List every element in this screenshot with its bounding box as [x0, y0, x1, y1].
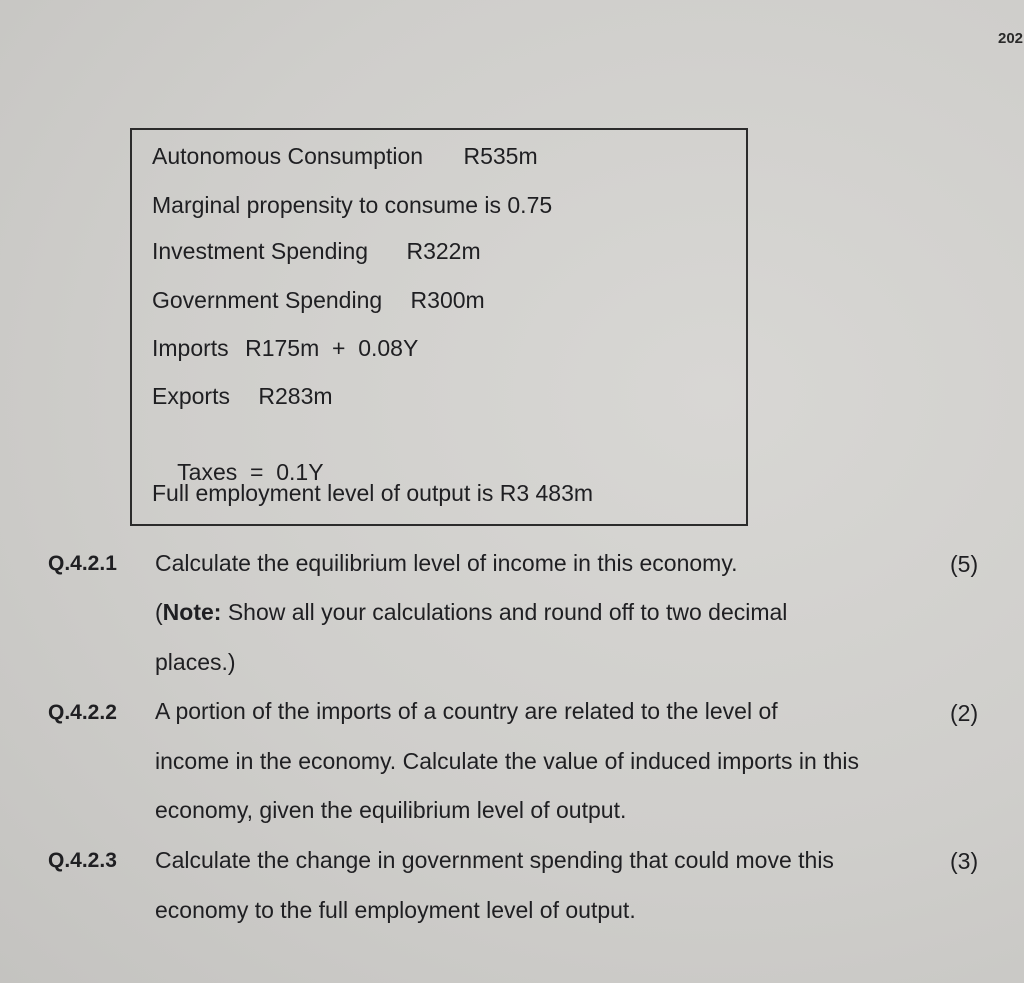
- line-label: Taxes = 0.1Y: [177, 459, 324, 485]
- question-text-line: economy, given the equilibrium level of output.: [155, 797, 627, 823]
- line-label: Imports: [152, 335, 229, 361]
- question-text-line: A portion of the imports of a country are related to the level of: [155, 698, 778, 724]
- autonomous-consumption-line: [152, 142, 538, 170]
- line-value: R175m + 0.08Y: [245, 335, 419, 361]
- line-value: R283m: [258, 383, 333, 409]
- line-value: R535m: [463, 143, 538, 169]
- question-number: Q.4.2.1: [48, 552, 117, 575]
- question-marks: (5): [950, 551, 979, 577]
- line-label: Full employment level of output is R3 483m: [152, 480, 594, 506]
- line-label: Marginal propensity to consume is 0.75: [152, 192, 553, 218]
- question-text-line: Calculate the change in government spending that could move this: [155, 847, 834, 873]
- line-value: R322m: [406, 238, 481, 264]
- imports-line: [152, 334, 418, 362]
- mpc-line: [152, 191, 552, 219]
- line-label: Exports: [152, 383, 230, 409]
- note-text: Show all your calculations and round off to two decimal: [221, 599, 788, 625]
- question-text-line: places.): [155, 649, 236, 675]
- full-employment-line: [152, 479, 593, 507]
- line-value: R300m: [410, 287, 485, 313]
- page-number: 202: [998, 30, 1024, 47]
- question-text-line: Calculate the equilibrium level of income in this economy.: [155, 550, 738, 576]
- question-marks: (2): [950, 700, 979, 726]
- line-label: Investment Spending: [152, 238, 369, 264]
- given-data-box: [130, 128, 748, 526]
- investment-spending-line: [152, 237, 481, 265]
- line-label: Government Spending: [152, 287, 383, 313]
- government-spending-line: [152, 286, 485, 314]
- question-text-line: economy to the full employment level of output.: [155, 897, 636, 923]
- line-label: Autonomous Consumption: [152, 143, 424, 169]
- question-text-line: income in the economy. Calculate the value of induced imports in this: [155, 748, 860, 774]
- question-marks: (3): [950, 848, 979, 874]
- exports-line: [152, 382, 333, 410]
- note-open: (: [155, 599, 163, 625]
- note-label: Note:: [162, 599, 222, 625]
- question-number: Q.4.2.3: [48, 849, 117, 872]
- question-note-line: [155, 598, 787, 626]
- question-number: Q.4.2.2: [48, 701, 117, 724]
